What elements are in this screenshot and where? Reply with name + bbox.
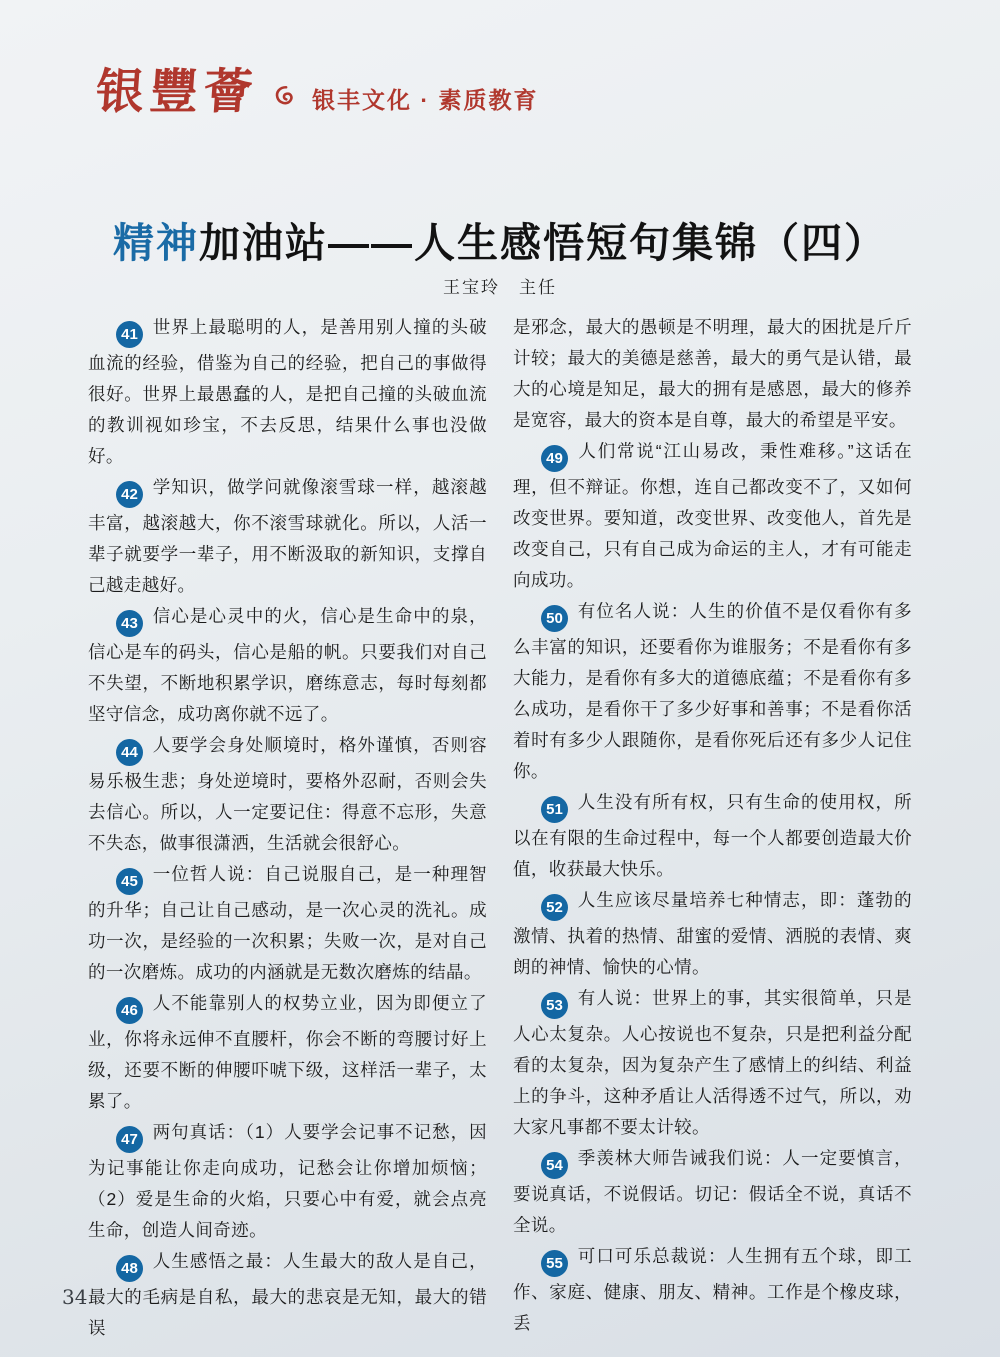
item-text: 可口可乐总裁说：人生拥有五个球，即工作、家庭、健康、朋友、精神。工作是个橡皮球，丢 <box>513 1246 912 1333</box>
item-number-badge: 54 <box>541 1152 568 1179</box>
brand-tagline: 银丰文化 · 素质教育 <box>312 86 539 113</box>
item-text: 学知识，做学问就像滚雪球一样，越滚越丰富，越滚越大，你不滚雪球就化。所以，人活一辈子就要学一辈子，用不断汲取的新知识，支撑自己越走越好。 <box>88 477 487 595</box>
item-number-badge: 47 <box>116 1126 143 1153</box>
item-number-badge: 42 <box>116 481 143 508</box>
article-item-54 <box>513 1143 912 1241</box>
item-number-badge: 48 <box>116 1255 143 1282</box>
article-body <box>88 312 912 1344</box>
right-column <box>513 312 912 1344</box>
article-item-47 <box>88 1117 487 1246</box>
item-text: 人生应该尽量培养七种情志，即：蓬勃的激情、执着的热情、甜蜜的爱情、洒脱的表情、爽朗的神情、愉快的心情。 <box>513 890 912 977</box>
article-item-46 <box>88 988 487 1117</box>
item-text: 人们常说“江山易改，秉性难移。”这话在理，但不辩证。你想，连自己都改变不了，又如何改变世界。要知道，改变世界、改变他人，首先是改变自己，只有自己成为命运的主人，才有可能走向成功。 <box>513 441 912 590</box>
article-item-55 <box>513 1241 912 1339</box>
item-number-badge: 46 <box>116 997 143 1024</box>
item-text: 季羡林大师告诫我们说：人一定要慎言，要说真话，不说假话。切记：假话全不说，真话不全说。 <box>513 1148 912 1235</box>
article-item-52 <box>513 885 912 983</box>
page-number: 34 <box>62 1285 88 1309</box>
title-rest: 加油站——人生感悟短句集锦（四） <box>199 220 887 266</box>
item-number-badge: 45 <box>116 868 143 895</box>
article-item-44 <box>88 730 487 859</box>
article-title <box>0 210 1000 269</box>
item-number-badge: 52 <box>541 894 568 921</box>
title-highlight: 精神 <box>113 220 199 266</box>
item-text: 信心是心灵中的火，信心是生命中的泉，信心是车的码头，信心是船的帆。只要我们对自己不失望，不断地积累学识，磨练意志，每时每刻都坚守信念，成功离你就不远了。 <box>88 606 487 724</box>
article-item-48 <box>88 1246 487 1344</box>
article-item-continuation <box>513 312 912 436</box>
article-byline: 王宝玲 主任 <box>443 278 557 297</box>
item-text: 人生没有所有权，只有生命的使用权，所以在有限的生命过程中，每一个人都要创造最大价值，收获最大快乐。 <box>513 792 912 879</box>
item-text: 是邪念，最大的愚顿是不明理，最大的困扰是斤斤计较；最大的美德是慈善，最大的勇气是认错，最大的心境是知足，最大的拥有是感恩，最大的修养是宽容，最大的资本是自尊，最大的希望是平安。 <box>513 317 912 430</box>
item-text: 有人说：世界上的事，其实很简单，只是人心太复杂。人心按说也不复杂，只是把利益分配看的太复杂，因为复杂产生了感情上的纠结、利益上的争斗，这种矛盾让人活得透不过气，所以，劝大家凡事都不要太计较。 <box>513 988 912 1137</box>
item-number-badge: 51 <box>541 796 568 823</box>
brand-logo: 银豐薈 <box>94 64 260 120</box>
item-text: 人生感悟之最：人生最大的敌人是自己，最大的毛病是自私，最大的悲哀是无知，最大的错误 <box>88 1251 487 1338</box>
item-text: 人要学会身处顺境时，格外谨慎，否则容易乐极生悲；身处逆境时，要格外忍耐，否则会失去信心。所以，人一定要记住：得意不忘形，失意不失态，做事很潇洒，生活就会很舒心。 <box>88 735 487 853</box>
swirl-icon <box>272 84 298 110</box>
page-header <box>94 64 539 120</box>
item-number-badge: 44 <box>116 739 143 766</box>
article-item-43 <box>88 601 487 730</box>
item-text: 有位名人说：人生的价值不是仅看你有多么丰富的知识，还要看你为谁服务；不是看你有多大能力，是看你有多大的道德底蕴；不是看你有多么成功，是看你干了多少好事和善事；不是看你活着时有多少人跟随你，是看你死后还有多少人记住你。 <box>513 601 912 781</box>
item-number-badge: 50 <box>541 605 568 632</box>
article-item-53 <box>513 983 912 1143</box>
item-text: 一位哲人说：自己说服自己，是一种理智的升华；自己让自己感动，是一次心灵的洗礼。成功一次，是经验的一次积累；失败一次，是对自己的一次磨炼。成功的内涵就是无数次磨炼的结晶。 <box>88 864 487 982</box>
article-item-51 <box>513 787 912 885</box>
article-item-49 <box>513 436 912 596</box>
article-item-50 <box>513 596 912 787</box>
left-column <box>88 312 487 1344</box>
item-text: 两句真话：（1）人要学会记事不记愁，因为记事能让你走向成功，记愁会让你增加烦恼；（2）爱是生命的火焰，只要心中有爱，就会点亮生命，创造人间奇迹。 <box>88 1122 487 1240</box>
item-number-badge: 43 <box>116 610 143 637</box>
article-item-41 <box>88 312 487 472</box>
item-text: 人不能靠别人的权势立业，因为即便立了业，你将永远伸不直腰杆，你会不断的弯腰讨好上级，还要不断的伸腰吓唬下级，这样活一辈子，太累了。 <box>88 993 487 1111</box>
article-item-45 <box>88 859 487 988</box>
item-number-badge: 41 <box>116 321 143 348</box>
item-number-badge: 55 <box>541 1250 568 1277</box>
article-item-42 <box>88 472 487 601</box>
item-number-badge: 49 <box>541 445 568 472</box>
item-number-badge: 53 <box>541 992 568 1019</box>
item-text: 世界上最聪明的人，是善用别人撞的头破血流的经验，借鉴为自己的经验，把自己的事做得很好。世界上最愚蠢的人，是把自己撞的头破血流的教训视如珍宝，不去反思，结果什么事也没做好。 <box>88 317 487 466</box>
